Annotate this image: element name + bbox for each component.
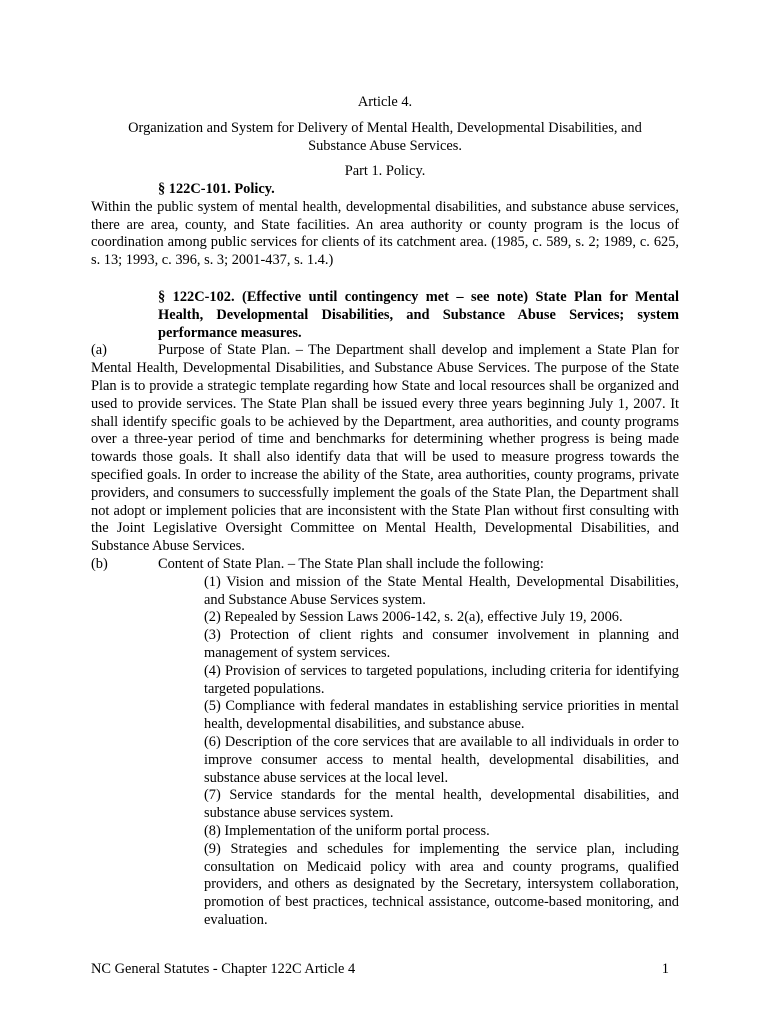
list-item: (5) Compliance with federal mandates in establishing service priorities in mental health, developmental disabilities, and substance abuse. xyxy=(204,698,679,733)
subsection-text: Content of State Plan. – The State Plan shall include the following: xyxy=(158,555,544,572)
list-item: (8) Implementation of the uniform portal process. xyxy=(204,822,490,839)
section-heading: § 122C-101. Policy. xyxy=(158,181,275,197)
list-item: (6) Description of the core services that are available to all individuals in order to improve consumer access to mental health, developmental disabilities, and substance abuse services at the local level. xyxy=(204,733,679,786)
subsection-a xyxy=(91,342,679,556)
state-plan-content-list xyxy=(91,574,679,930)
list-item: (4) Provision of services to targeted populations, including criteria for identifying targeted populations. xyxy=(204,662,679,697)
list-item: (1) Vision and mission of the State Mental Health, Developmental Disabilities, and Substance Abuse Services system. xyxy=(204,573,679,608)
subsection-text: Purpose of State Plan. – The Department shall develop and implement a State Plan for Mental Health, Developmental Disabilities, and Substance Abuse Services. The purpose of the State Plan is to provide a strategic template regarding how State and local resources shall be organized and used to provide services. The State Plan shall be issued every three years beginning July 1, 2007. It shall identify specific goals to be achieved by the Department, area authorities, and county programs over a three-year period of time and benchmarks for determining whether progress is being made towards those goals. It shall also identify data that will be used to measure progress towards the specified goals. In order to increase the ability of the State, area authorities, county programs, private providers, and consumers to successfully implement the goals of the State Plan, the Department shall not adopt or implement policies that are inconsistent with the State Plan without first consulting with the Joint Legislative Oversight Committee on Mental Health, Developmental Disabilities, and Substance Abuse Services. xyxy=(91,342,679,555)
section-122c-102 xyxy=(91,289,679,930)
footer-title: NC General Statutes - Chapter 122C Article 4 xyxy=(91,961,356,977)
subsection-label: (b) xyxy=(91,555,108,572)
subsection-b xyxy=(91,556,679,574)
list-item: (2) Repealed by Session Laws 2006-142, s. 2(a), effective July 19, 2006. xyxy=(204,609,623,626)
article-title-line2: Substance Abuse Services. xyxy=(308,138,462,154)
article-heading: Article 4. xyxy=(357,94,413,110)
section-122c-101 xyxy=(91,181,679,270)
article-title-line1: Organization and System for Delivery of Mental Health, Developmental Disabilities, and xyxy=(128,120,642,136)
page-number: 1 xyxy=(661,961,669,977)
list-item: (3) Protection of client rights and consumer involvement in planning and management of system services. xyxy=(204,627,679,661)
section-body: Within the public system of mental health, developmental disabilities, and substance abuse services, there are area, county, and State facilities. An area authority or county program is the locus of coordination among public services for clients of its catchment area. (1985, c. 589, s. 2; 1989, c. 625, s. 13; 1993, c. 396, s. 3; 2001-437, s. 1.4.) xyxy=(91,198,679,269)
part-heading: Part 1. Policy. xyxy=(344,163,426,179)
section-heading: § 122C-102. (Effective until contingency met – see note) State Plan for Mental Health, Developmental Disabilities, and Substance Abuse Services; system performance measures. xyxy=(158,289,679,341)
list-item: (9) Strategies and schedules for implementing the service plan, including consultation on Medicaid policy with area and county programs, qualified providers, and others as designated by the Secretary, intersystem collaboration, promotion of best practices, technical assistance, outcome-based monitoring, and evaluation. xyxy=(204,840,679,928)
list-item: (7) Service standards for the mental health, developmental disabilities, and substance abuse services system. xyxy=(204,787,679,822)
subsection-label: (a) xyxy=(91,342,107,359)
